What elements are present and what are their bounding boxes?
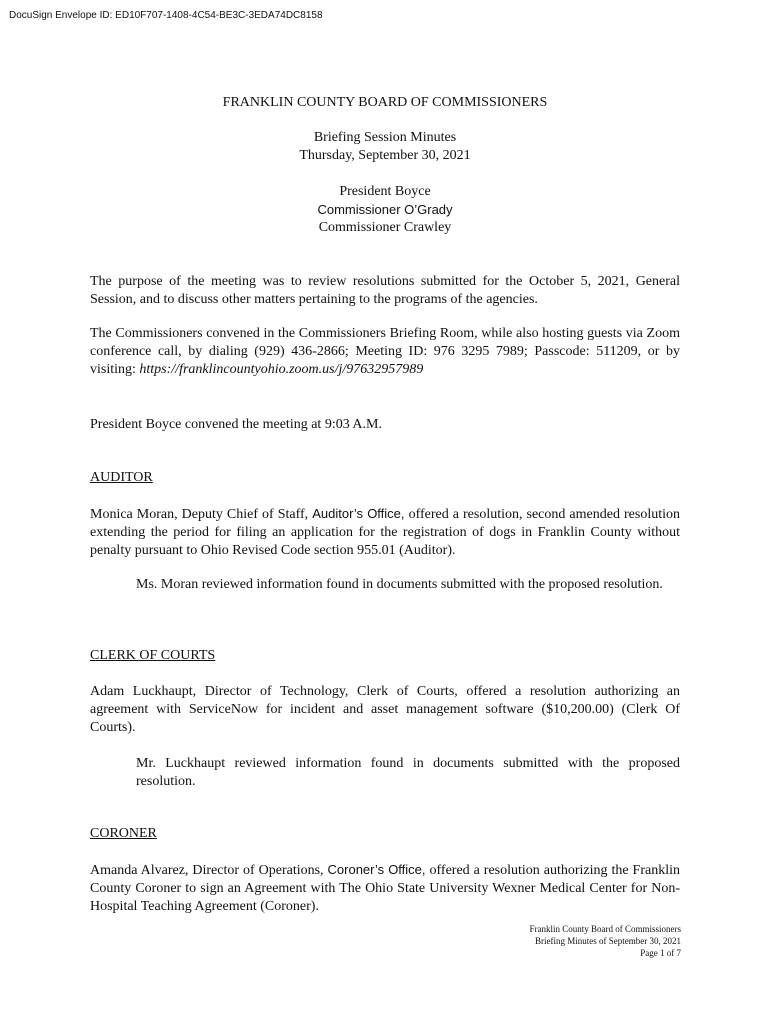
auditor-para-end: offered a resolution, second amended resolution extending the period for filing an application for the registration of dogs in Franklin County without penalty pursuant to Ohio Revised Code section 955.01 (Auditor). [90, 507, 680, 558]
session-date: Thursday, September 30, 2021 [299, 148, 471, 163]
coroner-para-end: offered a resolution authorizing the Franklin County Coroner to sign an Agreement with The Ohio State University Wexner Medical Center for Non-Hospital Teaching Agreement (Coroner). [90, 863, 680, 914]
page-footer [421, 923, 681, 959]
docusign-envelope-id: DocuSign Envelope ID: ED10F707-1408-4C54-BE3C-3EDA74DC8158 [9, 10, 323, 21]
auditor-review: Ms. Moran reviewed information found in documents submitted with the proposed resolution. [136, 577, 663, 592]
clerk-review: Mr. Luckhaupt reviewed information found in documents submitted with the proposed resolution. [136, 756, 680, 789]
section-heading-auditor: AUDITOR [90, 470, 153, 485]
coroner-office: Coroner’s Office, [327, 862, 426, 877]
auditor-paragraph [90, 505, 680, 560]
zoom-link[interactable]: https://franklincountyohio.zoom.us/j/97632957989 [139, 362, 424, 377]
clerk-paragraph: Adam Luckhaupt, Director of Technology, Clerk of Courts, offered a resolution authorizing an agreement with ServiceNow for incident and asset management software ($10,200.00) (Clerk Of Courts). [90, 684, 680, 735]
attendee-commissioner-crawley: Commissioner Crawley [318, 220, 452, 235]
convened-text: The Commissioners convened in the Commissioners Briefing Room, while also hosting guests via Zoom conference call, by dialing (929) 436-2866; Meeting ID: 976 3295 7989; Passcode: 511209, or by visiting: [90, 326, 680, 377]
convened-paragraph [90, 325, 680, 379]
coroner-para-start: Amanda Alvarez, Director of Operations, [90, 863, 328, 878]
auditor-office: Auditor’s Office, [312, 506, 405, 521]
attendee-commissioner-ogrady: Commissioner O’Grady [317, 202, 453, 217]
auditor-para-start: Monica Moran, Deputy Chief of Staff, [90, 507, 313, 522]
footer-minutes: Briefing Minutes of September 30, 2021 [535, 936, 681, 946]
section-heading-clerk-of-courts: CLERK OF COURTS [90, 648, 216, 663]
convened-time: President Boyce convened the meeting at 9:03 A.M. [90, 417, 382, 432]
attendee-president: President Boyce [339, 184, 431, 199]
footer-board: Franklin County Board of Commissioners [529, 924, 681, 934]
session-title: Briefing Session Minutes [313, 130, 457, 145]
board-title: FRANKLIN COUNTY BOARD OF COMMISSIONERS [222, 95, 548, 110]
purpose-paragraph: The purpose of the meeting was to review resolutions submitted for the October 5, 2021, General Session, and to discuss other matters pertaining to the programs of the agencies. [90, 274, 680, 307]
section-heading-coroner: CORONER [90, 826, 157, 841]
coroner-paragraph [90, 861, 680, 916]
footer-page-number: Page 1 of 7 [640, 948, 681, 958]
